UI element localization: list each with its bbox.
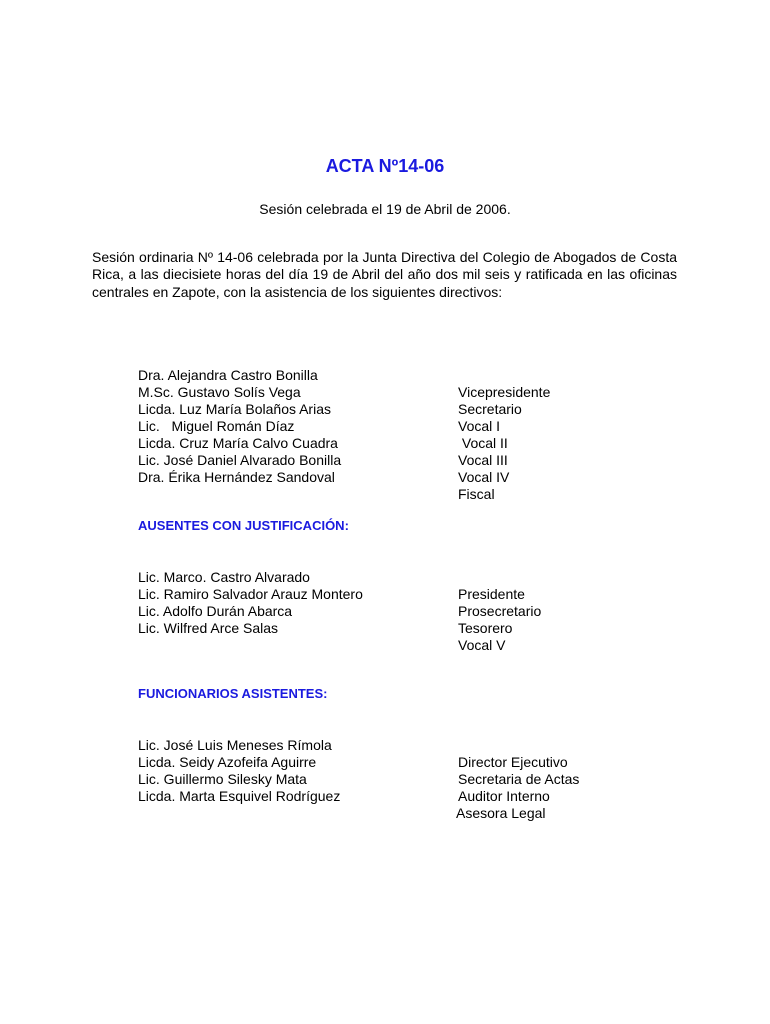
staff-name: Licda. Seidy Azofeifa Aguirre: [138, 754, 317, 770]
absent-role: Presidente: [458, 586, 525, 602]
absent-role: Vocal V: [458, 637, 506, 653]
attendee-name: Licda. Cruz María Calvo Cuadra: [138, 435, 338, 451]
absent-list: [138, 552, 638, 653]
attendee-role: Vocal II: [458, 435, 508, 451]
attendee-role: Secretario: [458, 401, 522, 417]
absent-name: Lic. Wilfred Arce Salas: [138, 620, 279, 636]
staff-name: Lic. Guillermo Silesky Mata: [138, 771, 307, 787]
attendee-name: Dra. Alejandra Castro Bonilla: [138, 367, 318, 383]
staff-role: Auditor Interno: [458, 788, 550, 804]
absent-section-heading: AUSENTES CON JUSTIFICACIÓN:: [138, 518, 349, 533]
attendee-name: Lic. José Daniel Alvarado Bonilla: [138, 452, 342, 468]
absent-name: Lic. Ramiro Salvador Arauz Montero: [138, 586, 363, 602]
attendee-role: Vocal III: [458, 452, 508, 468]
attendee-name: Licda. Luz María Bolaños Arias: [138, 401, 331, 417]
session-subtitle: Sesión celebrada el 19 de Abril de 2006.: [259, 201, 511, 217]
staff-role: Secretaria de Actas: [458, 771, 580, 787]
staff-name: Lic. José Luis Meneses Rímola: [138, 737, 332, 753]
intro-paragraph: Sesión ordinaria Nº 14-06 celebrada por la Junta Directiva del Colegio de Abogados de Costa Rica, a las diecisiete horas del día 19 de Abril del año dos mil seis y ratificada en las oficinas centrales en Zapote, con la asistencia de los siguientes directivos:: [92, 249, 677, 300]
attendee-role: Vicepresidente: [458, 384, 551, 400]
attendee-role: Vocal IV: [458, 469, 510, 485]
staff-list: [138, 720, 638, 821]
attendee-name: M.Sc. Gustavo Solís Vega: [138, 384, 301, 400]
attendee-name: Lic. Miguel Román Díaz: [138, 418, 295, 434]
document-title: ACTA Nº14-06: [325, 156, 445, 176]
absent-role: Prosecretario: [458, 603, 542, 619]
attendee-role: Fiscal: [458, 486, 495, 502]
staff-section-heading: FUNCIONARIOS ASISTENTES:: [138, 686, 328, 701]
staff-name: Licda. Marta Esquivel Rodríguez: [138, 788, 341, 804]
attendee-role: Vocal I: [458, 418, 501, 434]
absent-name: Lic. Marco. Castro Alvarado: [138, 569, 310, 585]
attendees-list: [138, 350, 638, 502]
attendee-name: Dra. Érika Hernández Sandoval: [138, 469, 335, 485]
absent-name: Lic. Adolfo Durán Abarca: [138, 603, 293, 619]
staff-role: Director Ejecutivo: [458, 754, 568, 770]
staff-role: Asesora Legal: [456, 805, 546, 821]
absent-role: Tesorero: [458, 620, 513, 636]
